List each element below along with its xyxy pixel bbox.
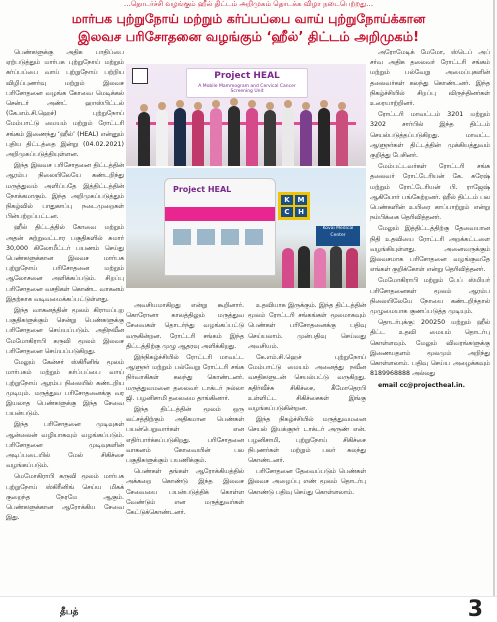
article-column-1 — [6, 48, 124, 568]
person-figure — [300, 110, 312, 166]
person-head — [230, 98, 238, 106]
bus-window — [173, 229, 191, 245]
bus-stripe — [165, 207, 275, 221]
person-figure — [210, 108, 222, 166]
kmc-letter: K — [281, 195, 293, 205]
kmc-logo-icon — [278, 192, 310, 220]
page-number: 3 — [467, 597, 483, 622]
person-figure — [346, 248, 358, 288]
person-head — [212, 100, 220, 108]
person-figure — [192, 110, 204, 166]
person-head — [338, 102, 346, 110]
bus-window — [197, 229, 215, 245]
person-figure — [330, 246, 342, 288]
screening-bus — [164, 178, 276, 276]
article-column-3 — [248, 301, 366, 568]
person-head — [194, 102, 202, 110]
page-edge-divider — [493, 0, 495, 622]
person-figure — [314, 248, 326, 288]
paragraph: மேலும் கேன்சர் ஸ்கிரீனிங் மூலம் மார்பகம் மற்றும் கர்ப்பப்பை வாய் புற்றுநோய் ஆரம்ப நிலையில் கண்டறிய முடியும். மருத்துவ பரிசோதனைக்கு வர இயலாத பெண்களுக்கு இந்த சேவை பயன்படும். — [6, 359, 124, 418]
person-head — [140, 104, 148, 112]
paragraph: இந்த திட்டத்தின் மூலம் ஒரு லட்சத்திற்கும் அதிகமான பெண்கள் பயன்பெறுவார்கள் என எதிர்பார்க்கப்படுகிறது. பரிசோதனை வாகனம் கோவையின் பல பகுதிகளுக்கும் பயணிக்கும். — [126, 406, 244, 465]
person-figure — [246, 108, 258, 166]
contact-email[interactable]: email cc@projectheal.in. — [378, 381, 466, 389]
person-head — [158, 102, 166, 110]
person-figure — [138, 112, 150, 166]
person-figure — [298, 246, 310, 288]
paragraph: அரோமேடிக் மேமோ, ஸ்டெப் அப் சர்வ அதிக தலைவர் ரோட்டரி சங்கம் மற்றும் பல்வேறு அமைப்புகளின் தலைவர்கள் கலந்து கொண்டனர். இந்த நிகழ்ச்சியில் சிறப்பு விருந்தினர்கள் உரையாற்றினர். — [370, 49, 490, 108]
paragraph: உதவியாக இருக்கும். இந்த திட்டத்தின் மூலம் ரோட்டரி சங்கங்கள் மூலமாகவும் பெண்கள் பரிசோதனைக்கு பதிவு செய்யலாம். முன்பதிவு செய்வது அவசியம். — [248, 302, 366, 350]
banner-subtitle: A Mobile Mammogram and Cervical Cancer Screening Unit — [198, 84, 296, 94]
person-figure — [282, 248, 294, 288]
person-figure — [336, 110, 348, 166]
paragraph: இந்த பரிசோதனை முடிவுகள் ஆன்லைன் வழியாகவும் வழங்கப்படும். பரிசோதனை முடிவுகளின் அடிப்படையில் மேல் சிகிச்சை வழங்கப்படும். — [6, 421, 124, 470]
paragraph: கே.எம்.சி.ஹெச் புற்றுநோய் மேம்பாட்டு மையம் அனைத்து நவீன வசதிகளுடன் செயல்பட்டு வருகிறது. கதிர்வீச்சு சிகிச்சை, கீமோதெரபி உள்ளிட்ட சிகிச்சைகள் இங்கு வழங்கப்படுகின்றன. — [248, 354, 366, 413]
kmc-letter: H — [295, 207, 307, 217]
kmch-logo-icon — [132, 68, 148, 84]
banner-title: Project HEAL — [214, 71, 280, 81]
person-figure — [318, 108, 330, 166]
mobile-screening-bus-photo — [126, 168, 366, 288]
event-banner — [186, 68, 308, 98]
article-column-4 — [370, 48, 490, 568]
bus-window — [245, 229, 263, 245]
person-head — [302, 102, 310, 110]
person-figure — [228, 106, 240, 166]
person-head — [248, 100, 256, 108]
launch-event-photo — [126, 64, 366, 166]
bus-title: Project HEAL — [173, 185, 232, 194]
person-head — [176, 100, 184, 108]
next-page-strip — [0, 596, 497, 622]
kmc-letter: M — [295, 195, 307, 205]
headline-line-2: இலவச பரிசோதனை வழங்கும் ‘ஹீல்’ திட்டம் அறிமுகம்! — [77, 30, 420, 45]
person-head — [266, 102, 274, 110]
paragraph: ரோட்டரி மாவட்டம் 3201 மற்றும் 3202 சார்பில் இந்த திட்டம் செயல்படுத்தப்படுகிறது. மாவட்ட ஆளுநர்கள் திட்டத்தின் முக்கியத்துவம் குறித்து பேசினர். — [370, 111, 490, 160]
top-strip-text: …தொடர்ச்சி வழங்கும் ஹீல் திட்டம் அறிமுகம் தொடக்க விழா நடைபெற்றது… — [123, 0, 374, 8]
kmc-letter: C — [281, 207, 293, 217]
paragraph: அவசியமாகிறது என்று கூறினார். கொரோனா காலத்திலும் மருத்துவ சேவைகள் தொடர்ந்து வழங்கப்பட்டு வருகின்றன. ரோட்டரி சங்கம் இந்த திட்டத்திற்கு முழு ஆதரவு அளிக்கிறது. — [126, 302, 244, 350]
article-column-2 — [126, 301, 244, 568]
person-figure — [174, 108, 186, 166]
headline-line-1: மார்பக புற்றுநோய் மற்றும் கர்ப்பப்பை வாய் புற்றுநோய்க்கான — [71, 11, 426, 26]
paragraph: இந்நிகழ்ச்சியில் ரோட்டரி மாவட்ட ஆளுநர் மற்றும் பல்வேறு ரோட்டரி சங்க நிர்வாகிகள் கலந்து கொண்டனர். மருத்துவமனை தலைவர் டாக்டர் நல்லா ஜி. பழனிசாமி தலைமை தாங்கினார். — [126, 354, 244, 402]
paragraph: மேமோகிராபி மற்றும் பேப் ஸ்மியர் பரிசோதனைகள் மூலம் ஆரம்ப நிலையிலேயே நோயை கண்டறிந்தால் முழுமையாக குணப்படுத்த முடியும். — [370, 277, 490, 316]
paragraph: பெண்கள் தங்கள் ஆரோக்கியத்தில் அக்கறை கொண்டு இந்த இலவச சேவையை பயன்படுத்திக் கொள்ள வேண்டும் என மருத்துவர்கள் கேட்டுக்கொண்டனர். — [126, 468, 244, 517]
paragraph: மேம்பட்டவர்கள் ரோட்டரி சங்க தலைவர் ரோட்டேரியன் கே. சுரேஷ் மற்றும் ரோட்டேரியன் பி. ராஜேஷ் ஆகியோர் பங்கேற்றனர். ஹீல் திட்டம் பல பெண்களின் உயிரை காப்பாற்றும் என்று நம்பிக்கை தெரிவித்தனர். — [370, 163, 490, 222]
person-figure — [156, 110, 168, 166]
paragraph: இந்த நிகழ்ச்சியில் மருத்துவமனை செயல் இயக்குநர் டாக்டர் அருண் என். பழனிசாமி, புற்றுநோய் சிகிச்சை நிபுணர்கள் மற்றும் பலர் கலந்து கொண்டனர். — [248, 416, 366, 465]
paragraph: இந்த வாகனத்தின் மூலம் கிராமப்புற பகுதிகளுக்கும் சென்று பெண்களுக்கு பரிசோதனை செய்யப்படும். அதிநவீன மேமோகிராபி கருவி மூலம் இலவச பரிசோதனை செய்யப்படுகிறது. — [6, 307, 124, 355]
paragraph: மேலும் இத்திட்டத்திற்கு தேவையான நிதி உதவியை ரோட்டரி அறக்கட்டளை வழங்கியுள்ளது. அனைவருக்கும் இலவசமாக பரிசோதனை வழங்குவதே எங்கள் குறிக்கோள் என்று தெரிவித்தனர். — [370, 225, 490, 274]
paragraph: மெமோகிராபி கருவி மூலம் மார்பக புற்றுநோய் ஸ்கிரீனிங் செய்ய மிகக் குறைந்த நேரமே ஆகும். பெண்களுக்கான ஆரோக்கிய சேவை இது. — [6, 473, 124, 522]
person-figure — [282, 108, 294, 166]
paragraph: பரிசோதனை தேவைப்படும் பெண்கள் இலவச அழைப்பு எண் மூலம் தொடர்பு கொண்டு பதிவு செய்து கொள்ளலாம். — [248, 468, 366, 496]
person-head — [284, 100, 292, 108]
paragraph: தொடர்புக்கு: 200250 மற்றும் ஹீல் திட்ட உதவி மையம் தொடர்பு கொள்ளவும். மேலும் விவரங்களுக்கு இணையதளம் மூலமும் அறிந்து கொள்ளலாம். பதிவு செய்ய அழைக்கவும் 8189968888 அல்லது — [370, 319, 490, 378]
headline — [6, 9, 491, 47]
paragraph: பெண்களுக்கு அதிக பாதிப்பை ஏற்படுத்தும் மார்பக புற்றுநோய் மற்றும் கர்ப்பப்பை வாய் புற்றுநோய் பற்றிய விழிப்புணர்வு மற்றும் இலவச பரிசோதனை வழங்க கோவை மெடிக்கல் சென்டர் அண்ட் ஹாஸ்பிட்டல் (கே.எம்.சி.ஹெச்) புற்றுநோய் மேம்பாட்டு மையம் மற்றும் ரோட்டரி சங்கம் இணைந்து ‘ஹீல்’ (HEAL) என்னும் புதிய திட்டத்தை இன்று (04.02.2021) அறிமுகப்படுத்தியுள்ளன. — [6, 49, 124, 159]
next-article-stub: தீபத் — [60, 607, 79, 617]
person-figure — [264, 110, 276, 166]
paragraph: ஹீல் திட்டத்தில் கோவை மற்றும் அதன் சுற்றுவட்டார பகுதிகளில் சுமார் 30,000 கிலோமீட்டர் பயணம் செய்து பெண்களுக்கான இலவச மார்பக புற்றுநோய் பரிசோதனை மற்றும் ஆலோசனை அளிக்கப்படும். சிறப்பு பரிசோதனை வசதிகள் கொண்ட வாகனம் இதற்காக வடிவமைக்கப்பட்டுள்ளது. — [6, 224, 124, 303]
hospital-signage: Kovai Medical Center — [316, 226, 360, 246]
paragraph: இந்த இலவச பரிசோதனை திட்டத்தின் ஆரம்ப நிலையிலேயே கண்டறிந்து மருத்துவம் அளிப்பதே இத்திட்டத்தின் நோக்கமாகும். இந்த அறிமுகப்படுத்தும் நிகழ்வில் பாதுகாப்பு நடைமுறைகள் பின்பற்றப்பட்டன. — [6, 162, 124, 221]
person-head — [320, 100, 328, 108]
bus-window — [221, 229, 239, 245]
